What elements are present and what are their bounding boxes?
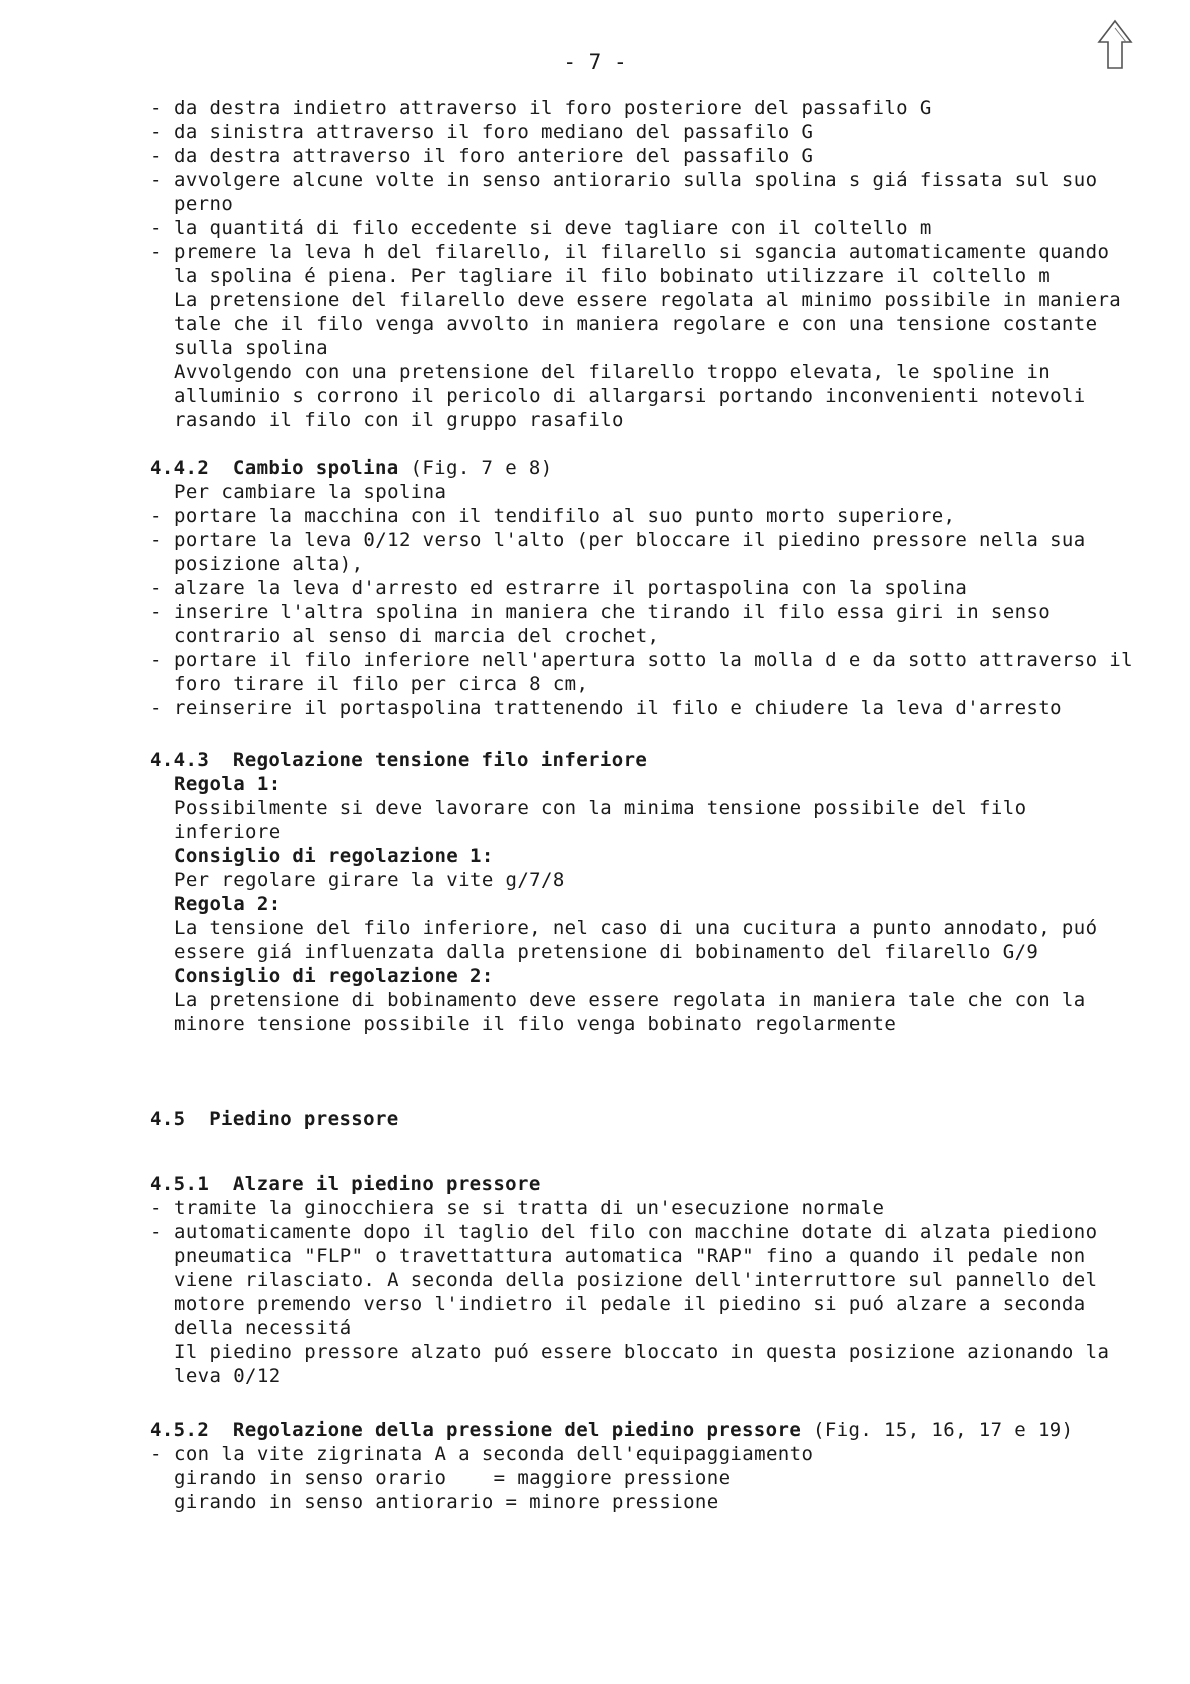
section-4-5 (150, 1107, 1140, 1131)
text-line: tale che il filo venga avvolto in maniera regolare e con una tensione costante (174, 313, 1098, 335)
text-line: essere giá influenzata dalla pretensione di bobinamento del filarello G/9 (174, 941, 1039, 963)
text-line: la spolina é piena. Per tagliare il filo bobinato utilizzare il coltello m (174, 265, 1051, 287)
text-line: pneumatica "FLP" o travettattura automatica "RAP" fino a quando il pedale non (174, 1245, 1086, 1267)
bullet-line: - con la vite zigrinata A a seconda dell'equipaggiamento (150, 1442, 1140, 1466)
bullet-line: - inserire l'altra spolina in maniera che tirando il filo essa giri in senso (150, 600, 1140, 624)
section-heading: 4.5.2 Regolazione della pressione del piedino pressore (Fig. 15, 16, 17 e 19) (150, 1419, 1074, 1441)
text-line: Consiglio di regolazione 1: (174, 845, 494, 867)
text-line: Regola 1: (174, 773, 281, 795)
bullet-line: - avvolgere alcune volte in senso antiorario sulla spolina s giá fissata sul suo (150, 168, 1140, 192)
text-line: girando in senso orario = maggiore pressione (174, 1467, 731, 1489)
text-line: leva 0/12 (174, 1365, 281, 1387)
text-line: sulla spolina (174, 337, 328, 359)
bullet-line: - portare il filo inferiore nell'apertura sotto la molla d e da sotto attraverso il (150, 648, 1140, 672)
text-line: Per cambiare la spolina (174, 481, 447, 503)
section-heading: 4.5 Piedino pressore (150, 1108, 399, 1130)
section-4-5-1 (150, 1172, 1140, 1388)
text-line: Consiglio di regolazione 2: (174, 965, 494, 987)
bullet-line: - da destra indietro attraverso il foro posteriore del passafilo G (150, 96, 1140, 120)
section-body (150, 772, 1140, 1036)
text-line: Avvolgendo con una pretensione del filarello troppo elevata, le spoline in (174, 361, 1051, 383)
bullet-line: - reinserire il portaspolina trattenendo il filo e chiudere la leva d'arresto (150, 696, 1140, 720)
intro-section (150, 96, 1140, 432)
text-line: della necessitá (174, 1317, 352, 1339)
section-body (150, 480, 1140, 720)
bullet-line: - tramite la ginocchiera se si tratta di un'esecuzione normale (150, 1196, 1140, 1220)
section-heading: 4.4.2 Cambio spolina (Fig. 7 e 8) (150, 457, 553, 479)
text-line: contrario al senso di marcia del crochet, (174, 625, 660, 647)
text-line: alluminio s corrono il pericolo di allargarsi portando inconvenienti notevoli (174, 385, 1086, 407)
text-line: foro tirare il filo per circa 8 cm, (174, 673, 589, 695)
text-line: rasando il filo con il gruppo rasafilo (174, 409, 624, 431)
section-heading: 4.4.3 Regolazione tensione filo inferiore (150, 749, 648, 771)
text-line: girando in senso antiorario = minore pressione (174, 1491, 719, 1513)
section-heading: 4.5.1 Alzare il piedino pressore (150, 1173, 541, 1195)
text-line: viene rilasciato. A seconda della posizione dell'interruttore sul pannello del (174, 1269, 1098, 1291)
text-line: perno (174, 193, 234, 215)
text-line: La tensione del filo inferiore, nel caso di una cucitura a punto annodato, puó (174, 917, 1098, 939)
text-line: inferiore (174, 821, 281, 843)
bullet-line: - automaticamente dopo il taglio del filo con macchine dotate di alzata piediono (150, 1220, 1140, 1244)
bullet-line: - premere la leva h del filarello, il filarello si sgancia automaticamente quando (150, 240, 1140, 264)
bullet-line: - la quantitá di filo eccedente si deve tagliare con il coltello m (150, 216, 1140, 240)
text-line: Per regolare girare la vite g/7/8 (174, 869, 565, 891)
section-body (150, 1442, 1140, 1514)
up-arrow-icon (1095, 18, 1135, 76)
bullet-line: - alzare la leva d'arresto ed estrarre il portaspolina con la spolina (150, 576, 1140, 600)
text-line: motore premendo verso l'indietro il pedale il piedino si puó alzare a seconda (174, 1293, 1086, 1315)
page-number: - 7 - (563, 50, 627, 74)
section-4-4-2 (150, 456, 1140, 720)
section-body (150, 1196, 1140, 1388)
text-line: Il piedino pressore alzato puó essere bloccato in questa posizione azionando la (174, 1341, 1110, 1363)
bullet-line: - da destra attraverso il foro anteriore del passafilo G (150, 144, 1140, 168)
section-4-4-3 (150, 748, 1140, 1036)
text-line: La pretensione di bobinamento deve essere regolata in maniera tale che con la (174, 989, 1086, 1011)
text-line: posizione alta), (174, 553, 364, 575)
bullet-line: - portare la macchina con il tendifilo al suo punto morto superiore, (150, 504, 1140, 528)
section-4-5-2 (150, 1418, 1140, 1514)
bullet-line: - da sinistra attraverso il foro mediano del passafilo G (150, 120, 1140, 144)
text-line: La pretensione del filarello deve essere regolata al minimo possibile in maniera (174, 289, 1122, 311)
text-line: Regola 2: (174, 893, 281, 915)
bullet-line: - portare la leva 0/12 verso l'alto (per bloccare il piedino pressore nella sua (150, 528, 1140, 552)
text-line: Possibilmente si deve lavorare con la minima tensione possibile del filo (174, 797, 1027, 819)
text-line: minore tensione possibile il filo venga bobinato regolarmente (174, 1013, 897, 1035)
